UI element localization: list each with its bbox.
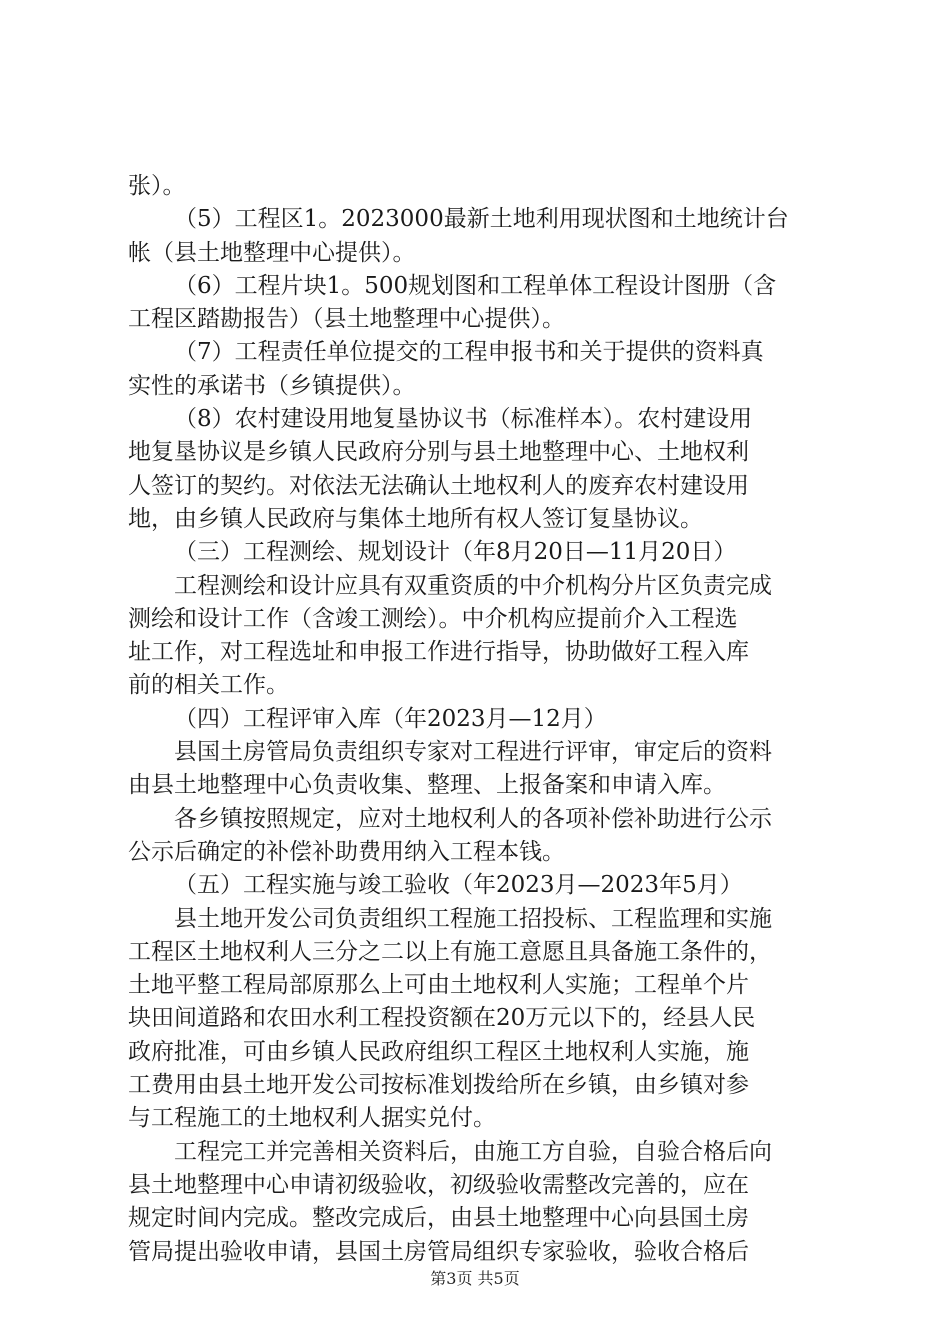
text-line: （5）工程区1。2023000最新土地利用现状图和土地统计台 [174, 206, 789, 233]
text-line: 县国土房管局负责组织专家对工程进行评审，审定后的资料 [174, 739, 772, 766]
text-line: 政府批准，可由乡镇人民政府组织工程区土地权利人实施，施 [128, 1038, 749, 1065]
text-line: 张）。 [128, 173, 186, 199]
text-line: （8）农村建设用地复垦协议书（标准样本）。农村建设用 [174, 406, 753, 433]
text-line: 工费用由县土地开发公司按标准划拨给所在乡镇，由乡镇对参 [128, 1072, 749, 1099]
text-line: 地复垦协议是乡镇人民政府分别与县土地整理中心、土地权利 [128, 439, 749, 466]
text-line: 地，由乡镇人民政府与集体土地所有权人签订复垦协议。 [128, 505, 703, 532]
text-line: 规定时间内完成。整改完成后，由县土地整理中心向县国土房 [128, 1205, 749, 1232]
page-footer: 第3页 共5页 [430, 1269, 520, 1288]
text-line: 工程区踏勘报告）（县土地整理中心提供）。 [128, 306, 565, 333]
text-line: 公示后确定的补偿补助费用纳入工程本钱。 [128, 838, 565, 865]
document-body [128, 170, 828, 1269]
text-line: 工程完工并完善相关资料后，由施工方自验，自验合格后向 [174, 1138, 772, 1165]
text-line: （四）工程评审入库（年2023月—12月） [174, 705, 607, 732]
text-line: 由县土地整理中心负责收集、整理、上报备案和申请入库。 [128, 772, 726, 799]
text-line: 前的相关工作。 [128, 672, 289, 699]
text-line: （三）工程测绘、规划设计（年8月20日—11月20日） [174, 539, 737, 566]
text-line: 块田间道路和农田水利工程投资额在20万元以下的，经县人民 [128, 1005, 756, 1032]
text-line: （五）工程实施与竣工验收（年2023月—2023年5月） [174, 872, 743, 899]
text-line: 县土地开发公司负责组织工程施工招投标、工程监理和实施 [174, 905, 772, 932]
text-line: 各乡镇按照规定，应对土地权利人的各项补偿补助进行公示 [174, 805, 772, 832]
text-line: 县土地整理中心申请初级验收，初级验收需整改完善的，应在 [128, 1171, 749, 1198]
text-line: （6）工程片块1。500规划图和工程单体工程设计图册（含 [174, 272, 777, 299]
text-line: 人签订的契约。对依法无法确认土地权利人的废弃农村建设用 [128, 472, 749, 499]
text-line: 测绘和设计工作（含竣工测绘）。中介机构应提前介入工程选 [128, 605, 738, 632]
text-line: 管局提出验收申请，县国土房管局组织专家验收，验收合格后 [128, 1238, 749, 1265]
text-line: 土地平整工程局部原那么上可由土地权利人实施；工程单个片 [128, 972, 749, 999]
text-line: 址工作，对工程选址和申报工作进行指导，协助做好工程入库 [128, 639, 749, 666]
text-line: 工程区土地权利人三分之二以上有施工意愿且具备施工条件的， [128, 938, 772, 965]
text-line: （7）工程责任单位提交的工程申报书和关于提供的资料真 [174, 339, 764, 366]
text-line: 与工程施工的土地权利人据实兑付。 [128, 1105, 496, 1132]
text-line: 实性的承诺书（乡镇提供）。 [128, 372, 416, 399]
text-line: 工程测绘和设计应具有双重资质的中介机构分片区负责完成 [174, 572, 772, 599]
text-line: 帐（县土地整理中心提供）。 [128, 239, 416, 266]
